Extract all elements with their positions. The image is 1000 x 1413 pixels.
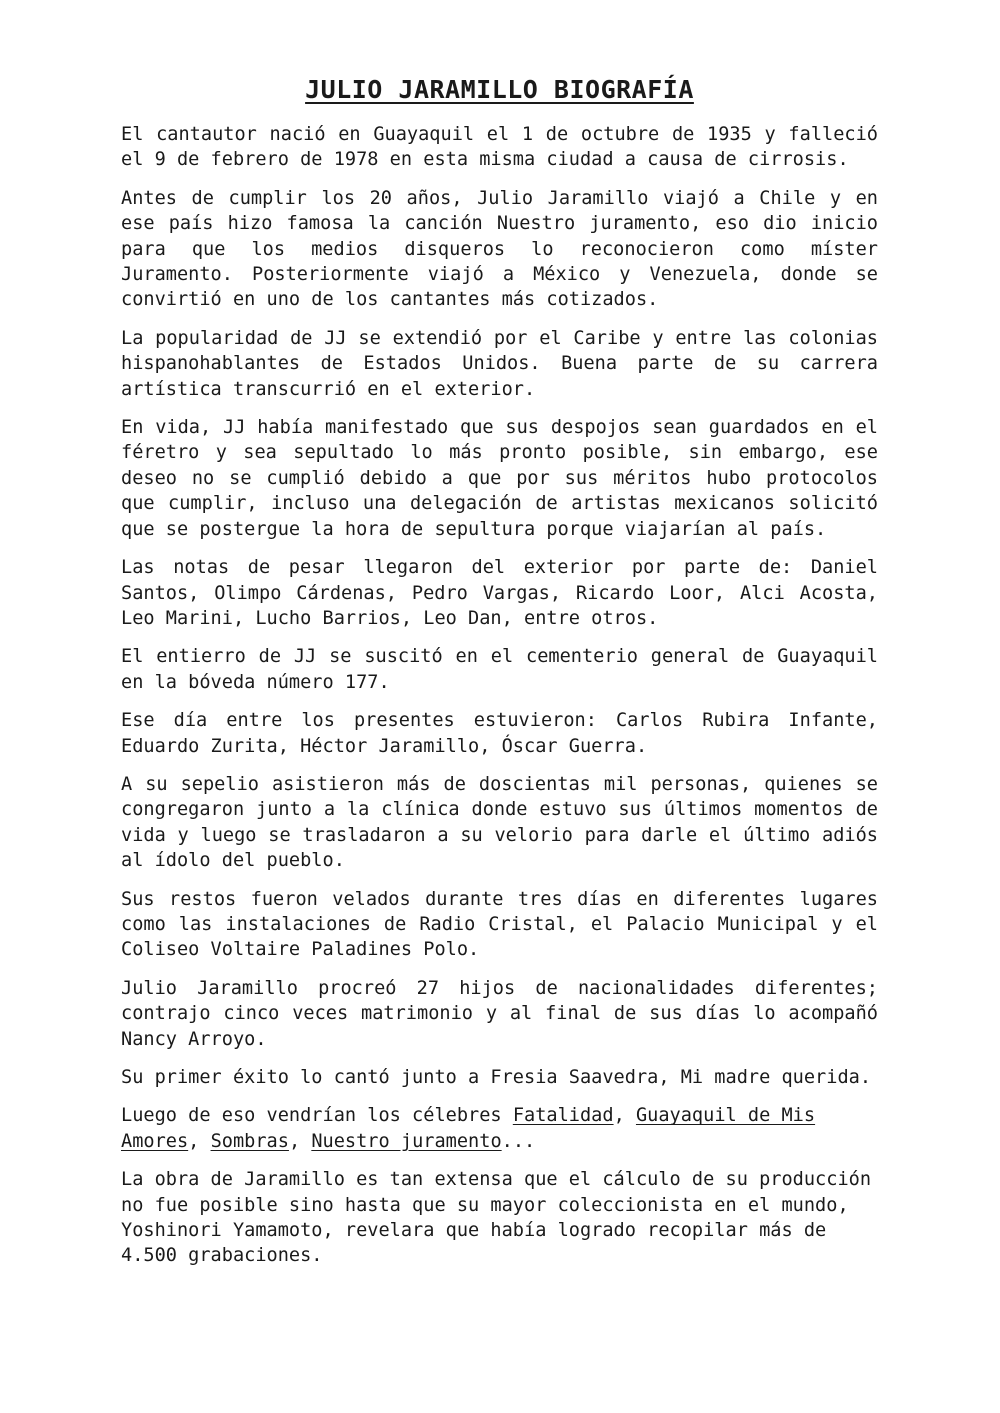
song-separator: , [188,1130,211,1152]
song-separator: , [288,1130,312,1152]
paragraph-attendees: Ese día entre los presentes estuvieron: Carlos Rubira Infante, Eduardo Zurita, Héctor Jaramillo, Óscar Guerra. [121,710,878,757]
paragraph-wake: Sus restos fueron velados durante tres días en diferentes lugares como las instalaciones de Radio Cristal, el Palacio Municipal y el Coliseo Voltaire Paladines Polo. [121,888,878,961]
paragraph-first-hit: Su primer éxito lo cantó junto a Fresia Saavedra, Mi madre querida. [121,1067,872,1088]
song-link-sombras[interactable]: Sombras [210,1130,289,1152]
song-link-guayaquil-de-mis-amores[interactable]: Guayaquil de Mis Amores [121,1105,816,1152]
paragraph-popularity: La popularidad de JJ se extendió por el Caribe y entre las colonias hispanohablantes de Estados Unidos. Buena parte de su carrera artística transcurrió en el exterior. [121,327,878,400]
document-page [121,72,878,1282]
song-link-nuestro-juramento[interactable]: Nuestro juramento [311,1130,502,1152]
paragraph-condolences: Las notas de pesar llegaron del exterior por parte de: Daniel Santos, Olimpo Cárdenas, Pedro Vargas, Ricardo Loor, Alci Acosta, Leo Marini, Lucho Barrios, Leo Dan, entre otros. [121,557,878,629]
paragraph-discography: La obra de Jaramillo es tan extensa que el cálculo de su producción no fue posible sino hasta que su mayor coleccionista en el mundo, Yoshinori Yamamoto, revelara que había logrado recopilar más de 4.500 grabaciones. [121,1169,872,1267]
paragraph-burial-wishes: En vida, JJ había manifestado que sus despojos sean guardados en el féretro y sea sepultado lo más pronto posible, sin embargo, ese deseo no se cumplió debido a que por sus méritos hubo protocolos que cumplir, incluso una delegación de artistas mexicanos solicitó que se postergue la hora de sepultura porque viajarían al país. [121,417,878,540]
page-title: JULIO JARAMILLO BIOGRAFÍA [305,75,694,104]
paragraph-family: Julio Jaramillo procreó 27 hijos de nacionalidades diferentes; contrajo cinco veces matrimonio y al final de sus días lo acompañó Nancy Arroyo. [121,977,878,1050]
songs-intro: Luego de eso vendrían los célebres [121,1105,513,1127]
paragraph-funeral: A su sepelio asistieron más de doscientas mil personas, quienes se congregaron junto a la clínica donde estuvo sus últimos momentos de vida y luego se trasladaron a su velorio para darle el último adiós al ídolo del pueblo. [121,773,878,872]
paragraph-burial-place: El entierro de JJ se suscitó en el cementerio general de Guayaquil en la bóveda número 177. [121,646,878,693]
song-link-fatalidad[interactable]: Fatalidad [512,1105,614,1127]
paragraph-birth-death: El cantautor nació en Guayaquil el 1 de octubre de 1935 y falleció el 9 de febrero de 1978 en esta misma ciudad a causa de cirrosis. [121,124,878,171]
paragraph-famous-songs [121,1103,878,1154]
songs-ending: ... [501,1130,536,1152]
paragraph-chile-venezuela: Antes de cumplir los 20 años, Julio Jaramillo viajó a Chile y en ese país hizo famosa la canción Nuestro juramento, eso dio inicio para que los medios disqueros lo reconocieron como míster Juramento. Posteriormente viajó a México y Venezuela, donde se convirtió en uno de los cantantes más cotizados. [121,187,878,311]
song-separator: , [613,1105,636,1127]
